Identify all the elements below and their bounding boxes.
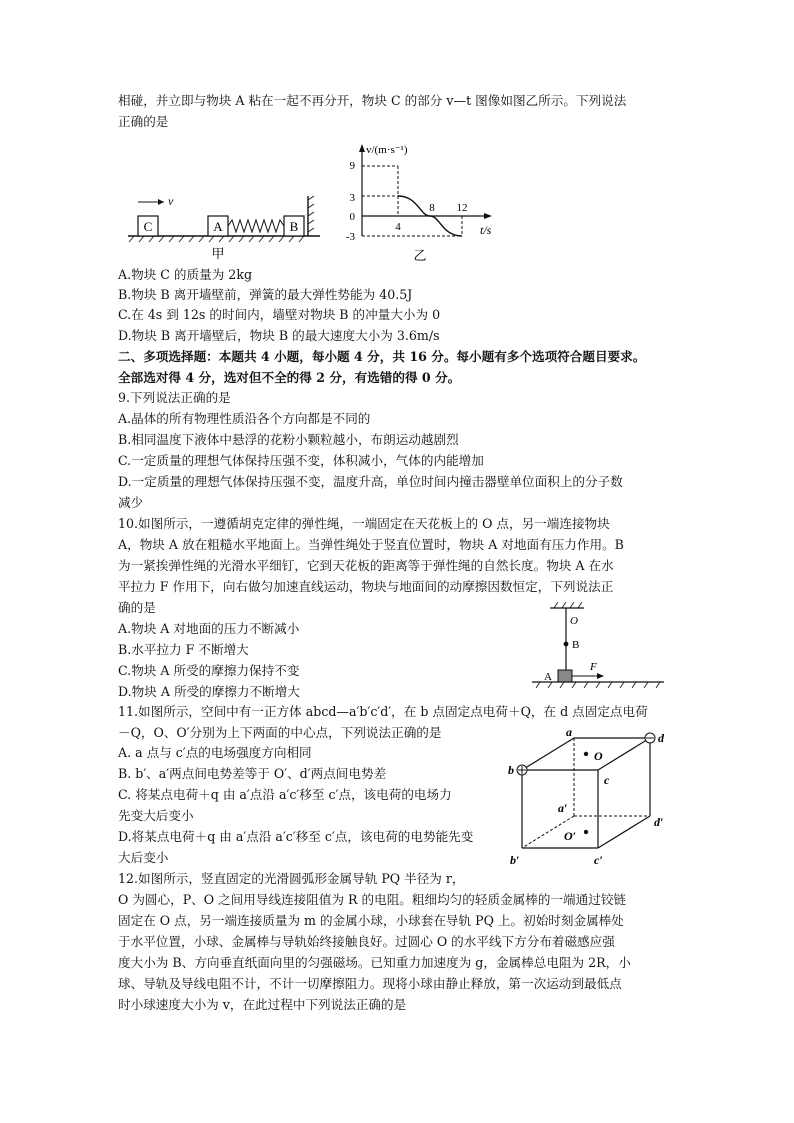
nail-b-label: B [572, 639, 580, 651]
q8-option-a: A.物块 C 的质量为 2kg [118, 267, 253, 282]
nail-b [564, 642, 569, 647]
spring [228, 220, 284, 232]
vertex-c-prime: c′ [594, 853, 603, 867]
q10-stem-2: A，物块 A 放在粗糙水平地面上。当弹性绳处于竖直位置时，物块 A 对地面有压力作用。B [118, 537, 624, 552]
vertex-o: O [594, 749, 603, 763]
q11-option-a: A. a 点与 c′点的电场强度方向相同 [118, 745, 312, 760]
vertex-b-prime: b′ [510, 853, 520, 867]
vertex-o-prime: O′ [564, 829, 577, 843]
vertex-d: d [658, 731, 664, 745]
vertex-b: b [508, 763, 514, 777]
q11-stem-2: －Q，O、O′分别为上下两面的中心点，下列说法正确的是 [118, 725, 442, 740]
q10-option-b: B.水平拉力 F 不断增大 [118, 642, 249, 657]
y-tick-0: 0 [349, 211, 355, 223]
q9-option-a: A.晶体的所有物理性质沿各个方向都是不同的 [118, 411, 371, 426]
q8-option-b: B.物块 B 离开墙壁前，弹簧的最大弹性势能为 40.5J [118, 287, 413, 302]
q9-option-d-cont: 减少 [118, 495, 144, 510]
intro-line-1: 相碰，并立即与物块 A 粘在一起不再分开，物块 C 的部分 v—t 图像如图乙所示。下列说法 [118, 93, 627, 108]
y-tick-9: 9 [349, 160, 355, 172]
block-c-label: C [143, 219, 153, 234]
point-o-label: O [570, 615, 578, 627]
q8-option-c: C.在 4s 到 12s 的时间内，墙壁对物块 B 的冲量大小为 0 [118, 307, 441, 322]
block-a-label: A [213, 219, 223, 234]
q11-stem-1: 11.如图所示，空间中有一正方体 abcd—a′b′c′d′，在 b 点固定点电荷＋Q，在 d 点固定点电荷 [118, 704, 648, 719]
q11-option-d: D.将某点电荷＋q 由 a′点沿 a′c′移至 c′点，该电荷的电势能先变 [118, 829, 474, 844]
q9-option-d: D.一定质量的理想气体保持压强不变，温度升高，单位时间内撞击器壁单位面积上的分子数 [118, 474, 623, 489]
center-o-prime [584, 830, 588, 834]
vertex-a-prime: a′ [558, 801, 568, 815]
center-o [584, 752, 588, 756]
x-tick-8: 8 [429, 202, 435, 214]
q12-stem-1: 12.如图所示，竖直固定的光滑圆弧形金属导轨 PQ 半径为 r， [118, 871, 465, 886]
q10-option-c: C.物块 A 所受的摩擦力保持不变 [118, 663, 300, 678]
x-axis-label: t/s [480, 223, 492, 237]
y-tick-3: 3 [349, 192, 355, 204]
q10-option-d: D.物块 A 所受的摩擦力不断增大 [118, 684, 300, 699]
q12-stem-4: 于水平位置，小球、金属棒与导轨始终接触良好。过圆心 O 的水平线下方分布着磁感应强 [118, 934, 615, 949]
q9-option-c: C.一定质量的理想气体保持压强不变，体积减小，气体的内能增加 [118, 453, 484, 468]
block-a [558, 670, 572, 682]
vertex-c: c [604, 773, 610, 787]
q10-stem-4: 平拉力 F 作用下，向右做匀加速直线运动，物块与地面间的动摩擦因数恒定，下列说法正 [118, 579, 614, 594]
section2-heading-2: 全部选对得 4 分，选对但不全的得 2 分，有选错的得 0 分。 [118, 370, 461, 385]
q12-stem-7: 时小球速度大小为 v，在此过程中下列说法正确的是 [118, 997, 407, 1012]
q10-option-a: A.物块 A 对地面的压力不断减小 [118, 621, 300, 636]
q8-option-d: D.物块 B 离开墙壁后，物块 B 的最大速度大小为 3.6m/s [118, 328, 440, 343]
x-tick-4: 4 [395, 221, 401, 233]
caption-yi: 乙 [413, 248, 427, 263]
q9-stem: 9.下列说法正确的是 [118, 390, 231, 405]
y-tick-neg3: -3 [345, 231, 355, 243]
q11-option-c: C. 将某点电荷＋q 由 a′点沿 a′c′移至 c′点，该电荷的电场力 [118, 787, 452, 802]
q10-stem-3: 为一紧挨弹性绳的光滑水平细钉，它到天花板的距离等于弹性绳的自然长度。物块 A 在水 [118, 558, 614, 573]
section2-heading-1: 二、多项选择题：本题共 4 小题，每小题 4 分，共 16 分。每小题有多个选项符合题目要求。 [118, 349, 646, 364]
figure-q10 [528, 600, 668, 692]
y-axis-label: v/(m·s⁻¹) [366, 144, 408, 156]
force-f-label: F [590, 661, 597, 673]
q10-stem-1: 10.如图所示，一遵循胡克定律的弹性绳，一端固定在天花板上的 O 点，另一端连接物块 [118, 516, 610, 531]
q12-stem-5: 度大小为 B、方向垂直纸面向里的匀强磁场。已知重力加速度为 g，金属棒总电阻为 2R，小 [118, 955, 631, 970]
velocity-label: v [168, 194, 174, 208]
vertex-d-prime: d′ [654, 815, 664, 829]
caption-jia: 甲 [211, 246, 225, 261]
vertex-a: a [566, 726, 572, 739]
block-b-label: B [289, 219, 299, 234]
figure-jia [124, 188, 324, 268]
q9-option-b: B.相同温度下液体中悬浮的花粉小颗粒越小，布朗运动越剧烈 [118, 432, 459, 447]
x-tick-12: 12 [456, 202, 468, 214]
q11-option-d-cont: 大后变小 [118, 850, 169, 865]
q12-stem-6: 球、导轨及导线电阻不计，不计一切摩擦阻力。现将小球由静止释放，第一次运动到最低点 [118, 976, 622, 991]
q11-option-b: B. b′、a′两点间电势差等于 O′、d′两点间电势差 [118, 766, 387, 781]
q11-option-c-cont: 先变大后变小 [118, 808, 194, 823]
figure-yi-vt-graph [340, 140, 510, 265]
q12-stem-3: 固定在 O 点，另一端连接质量为 m 的金属小球，小球套在导轨 PQ 上。初始时刻金属棒处 [118, 913, 624, 928]
intro-line-2: 正确的是 [118, 114, 169, 129]
q12-stem-2: O 为圆心，P、O 之间用导线连接阻值为 R 的电阻。粗细均匀的轻质金属棒的一端通过铰链 [118, 892, 626, 907]
q10-stem-5: 确的是 [118, 600, 156, 615]
block-a-label: A [544, 671, 552, 683]
figure-q11-cube [506, 726, 678, 870]
